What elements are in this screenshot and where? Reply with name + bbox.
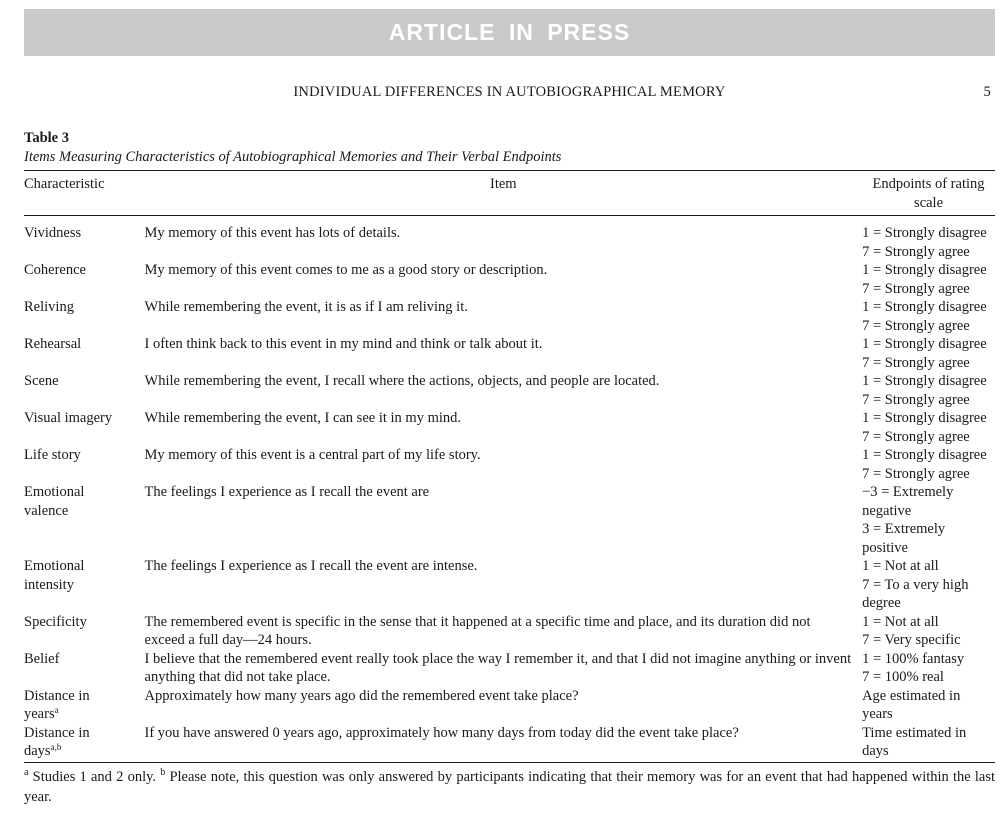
endpoint-label: 7 = Strongly agree [862, 354, 970, 371]
table-caption: Items Measuring Characteristics of Autobiographical Memories and Their Verbal Endpoints [24, 149, 562, 165]
characteristic-cell: Visual imagery [24, 410, 113, 426]
endpoint-label: −3 = Extremely [862, 484, 954, 500]
characteristic-cell: Specificity [24, 613, 87, 630]
characteristic-cell: Emotional valence [24, 484, 85, 519]
endpoint-label: 7 = Strongly agree [862, 465, 970, 482]
table-header-row [24, 173, 995, 219]
endpoint-label: 1 = Strongly disagree [862, 336, 987, 352]
table-row [24, 724, 995, 761]
characteristic-cell: Coherence [24, 262, 86, 278]
endpoint-label: 1 = Not at all [862, 613, 939, 630]
endpoint-label: 1 = Strongly disagree [862, 225, 987, 241]
table-row [24, 483, 995, 557]
endpoint-label: Age estimated in [862, 687, 961, 704]
footnote-a-mark: a [24, 767, 29, 778]
item-cell: The remembered event is specific in the sense that it happened at a specific time and place, and its duration did not exceed a full day—24 hours. [144, 613, 811, 648]
endpoints-cell [862, 261, 995, 298]
endpoint-label: 7 = Strongly agree [862, 280, 970, 297]
endpoint-label: days [862, 743, 889, 759]
endpoint-label: Time estimated in [862, 724, 967, 741]
column-header-item: Item [490, 176, 517, 192]
endpoint-label: 1 = Strongly disagree [862, 447, 987, 463]
table-row [24, 613, 995, 650]
endpoint-label: 1 = Strongly disagree [862, 299, 987, 315]
footnote-mark: a,b [50, 742, 62, 752]
table-row [24, 219, 995, 261]
endpoints-cell [862, 335, 995, 372]
characteristic-cell: Vividness [24, 225, 82, 241]
article-in-press-banner [24, 9, 995, 56]
characteristic-cell: Distance in years$^a$ [24, 687, 90, 722]
item-cell: The feelings I experience as I recall the event are intense. [144, 558, 478, 574]
endpoint-label: degree [862, 595, 901, 611]
banner-text: ARTICLE IN PRESS [388, 19, 631, 45]
endpoint-label: positive [862, 539, 908, 556]
footnote-b-mark: b [160, 767, 166, 778]
item-cell: My memory of this event is a central part of my life story. [144, 447, 481, 463]
endpoints-cell [862, 557, 995, 613]
endpoint-label: 7 = To a very high [862, 576, 969, 593]
footnote-a-text: Studies 1 and 2 only. [32, 769, 157, 785]
table-bottom-rule [24, 762, 995, 763]
table-row [24, 409, 995, 446]
endpoints-cell [862, 298, 995, 335]
column-header-endpoints: Endpoints of rating scale [872, 176, 985, 211]
table-footnote [24, 768, 995, 807]
endpoint-label: 1 = Not at all [862, 558, 939, 574]
table-top-rule [24, 170, 995, 171]
characteristic-cell: Emotional intensity [24, 558, 85, 593]
endpoint-label: negative [862, 502, 912, 519]
table-row [24, 261, 995, 298]
table-row [24, 298, 995, 335]
table-row [24, 372, 995, 409]
item-cell: Approximately how many years ago did the remembered event take place? [144, 687, 579, 704]
table-row [24, 557, 995, 613]
footnote-mark: a [54, 705, 59, 715]
item-cell: I often think back to this event in my mind and think or talk about it. [144, 336, 543, 352]
endpoint-label: 7 = Strongly agree [862, 317, 970, 334]
endpoints-cell [862, 409, 995, 446]
characteristics-table [24, 173, 995, 761]
endpoints-cell [862, 613, 995, 650]
table-row [24, 687, 995, 724]
endpoint-label: 1 = Strongly disagree [862, 410, 987, 426]
column-header-characteristic: Characteristic [24, 176, 105, 192]
endpoints-cell [862, 650, 995, 687]
endpoint-label: 7 = Strongly agree [862, 243, 970, 260]
endpoint-label: 7 = 100% real [862, 669, 944, 685]
table-row [24, 335, 995, 372]
endpoint-label: 1 = Strongly disagree [862, 373, 987, 389]
characteristic-cell: Belief [24, 650, 60, 667]
characteristic-cell: Reliving [24, 299, 74, 315]
table-label: Table 3 [24, 130, 69, 146]
item-cell: My memory of this event has lots of details. [144, 225, 401, 241]
endpoints-cell [862, 483, 995, 557]
endpoints-cell [862, 446, 995, 483]
characteristic-cell: Life story [24, 447, 81, 463]
item-cell: My memory of this event comes to me as a good story or description. [144, 262, 548, 278]
item-cell: The feelings I experience as I recall the event are [144, 484, 430, 500]
item-cell: While remembering the event, it is as if I am reliving it. [144, 299, 468, 315]
item-cell: If you have answered 0 years ago, approximately how many days from today did the event take place? [144, 724, 739, 741]
endpoint-label: 3 = Extremely [862, 521, 946, 537]
endpoints-cell [862, 219, 995, 261]
characteristic-cell: Rehearsal [24, 336, 82, 352]
item-cell: While remembering the event, I recall where the actions, objects, and people are located. [144, 373, 660, 389]
endpoint-label: 1 = 100% fantasy [862, 650, 965, 667]
characteristic-cell: Scene [24, 373, 59, 389]
endpoint-label: 7 = Strongly agree [862, 391, 970, 408]
endpoints-cell [862, 687, 995, 724]
item-cell: While remembering the event, I can see it in my mind. [144, 410, 461, 426]
characteristic-cell: Distance in days$^{a,b}$ [24, 724, 90, 759]
endpoint-label: years [862, 706, 893, 722]
item-cell: I believe that the remembered event really took place the way I remember it, and that I did not imagine anything or invent anything that did not take place. [144, 650, 852, 685]
endpoint-label: 7 = Very specific [862, 632, 961, 648]
footnote-b-text: Please note, this question was only answered by participants indicating that their memory was for an event that had happened within the last year. [24, 769, 996, 805]
endpoints-cell [862, 724, 995, 761]
endpoint-label: 7 = Strongly agree [862, 428, 970, 445]
table-row [24, 650, 995, 687]
running-title: INDIVIDUAL DIFFERENCES IN AUTOBIOGRAPHICAL MEMORY [293, 84, 726, 100]
page-number: 5 [983, 84, 991, 100]
endpoint-label: 1 = Strongly disagree [862, 262, 987, 278]
table-row [24, 446, 995, 483]
endpoints-cell [862, 372, 995, 409]
